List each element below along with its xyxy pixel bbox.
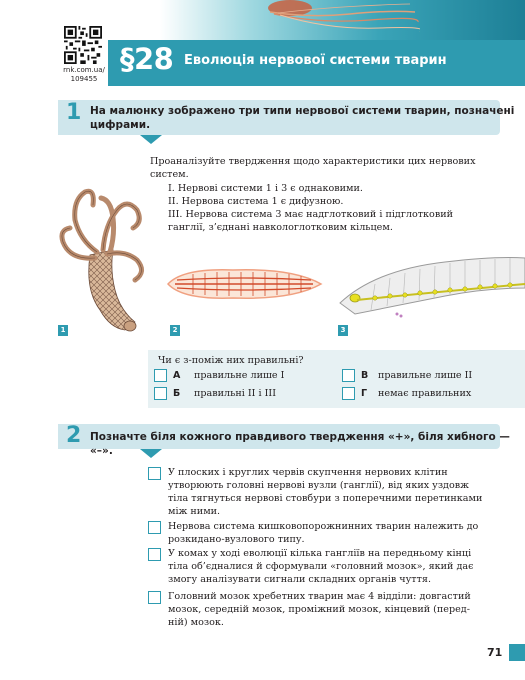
statement-3-checkbox[interactable]	[148, 548, 161, 561]
task-1-statements	[168, 182, 502, 234]
option-v-text: правильне лише II	[378, 370, 473, 381]
option-b-letter: Б	[173, 388, 181, 399]
statement-2-checkbox[interactable]	[148, 521, 161, 534]
task-2-number: 2	[66, 423, 82, 448]
qr-code-icon[interactable]	[64, 26, 102, 64]
task-2-pointer	[140, 449, 162, 458]
task-2-statement-1: У плоских і круглих червів скупчення нервових клітин утворюють головні нервові вузли (ганглії), від яких уздовж тіла тягнуться нервові стовбури з поперечними перетинками між ними.	[168, 467, 483, 517]
task-1-intro: Проаналізуйте твердження щодо характеристики цих нервових систем.	[150, 156, 476, 180]
statement-1: I. Нервові системи 1 і 3 є однаковими.	[168, 183, 363, 194]
statement-2: II. Нервова система 1 є дифузною.	[168, 196, 344, 207]
option-a-checkbox[interactable]	[154, 369, 167, 382]
statement-1-checkbox[interactable]	[148, 467, 161, 480]
jellyfish-illustration	[250, 0, 420, 40]
qr-url[interactable]: rnk.com.ua/ 109455	[63, 66, 105, 83]
option-g-text: немає правильних	[378, 388, 472, 399]
option-g-checkbox[interactable]	[342, 387, 355, 400]
page-number: 71	[487, 646, 503, 659]
figure-label-3: 3	[338, 325, 348, 336]
paragraph-number: §28	[120, 42, 174, 76]
page-tab-marker	[509, 644, 525, 661]
task-1-number: 1	[66, 100, 82, 125]
task-1-title: На малюнку зображено три типи нервової системи тварин, позначені цифрами.	[90, 105, 515, 131]
task-2-statement-4: Головний мозок хребетних тварин має 4 відділи: довгастий мозок, середній мозок, проміжний мозок, кінцевий (перед- ній) мозок.	[168, 591, 471, 628]
task-2-statement-2: Нервова система кишковопорожнинних тварин належить до розкидано-вузлового типу.	[168, 521, 479, 545]
task-1-pointer	[140, 135, 162, 144]
option-g-letter: Г	[361, 388, 368, 399]
statement-4-checkbox[interactable]	[148, 591, 161, 604]
option-a-text: правильне лише I	[194, 370, 285, 381]
flatworm-illustration	[163, 262, 325, 306]
option-v-checkbox[interactable]	[342, 369, 355, 382]
option-v-letter: В	[361, 370, 369, 381]
option-a-letter: А	[173, 370, 181, 381]
statement-3: III. Нервова система 3 має надглотковий і підглотковий ганглії, з’єднані навкологлотковим кільцем.	[168, 209, 454, 233]
option-b-text: правильні II і III	[194, 388, 276, 399]
task-2-title: Позначте біля кожного правдивого твердження «+», біля хибного — «–».	[90, 431, 510, 457]
option-b-checkbox[interactable]	[154, 387, 167, 400]
paragraph-title: Еволюція нервової системи тварин	[184, 53, 447, 68]
figure-label-2: 2	[170, 325, 180, 336]
task-2-statement-3: У комах у ході еволюції кілька гангліїв на передньому кінці тіла об’єдналися й сформували «головний мозок», який дає змогу аналізувати сигнали складних органів чуття.	[168, 548, 474, 585]
hydra-illustration	[55, 180, 155, 340]
annelid-illustration	[335, 248, 525, 328]
task-1-question: Чи є з-поміж них правильні?	[158, 355, 304, 366]
figure-label-1: 1	[58, 325, 68, 336]
